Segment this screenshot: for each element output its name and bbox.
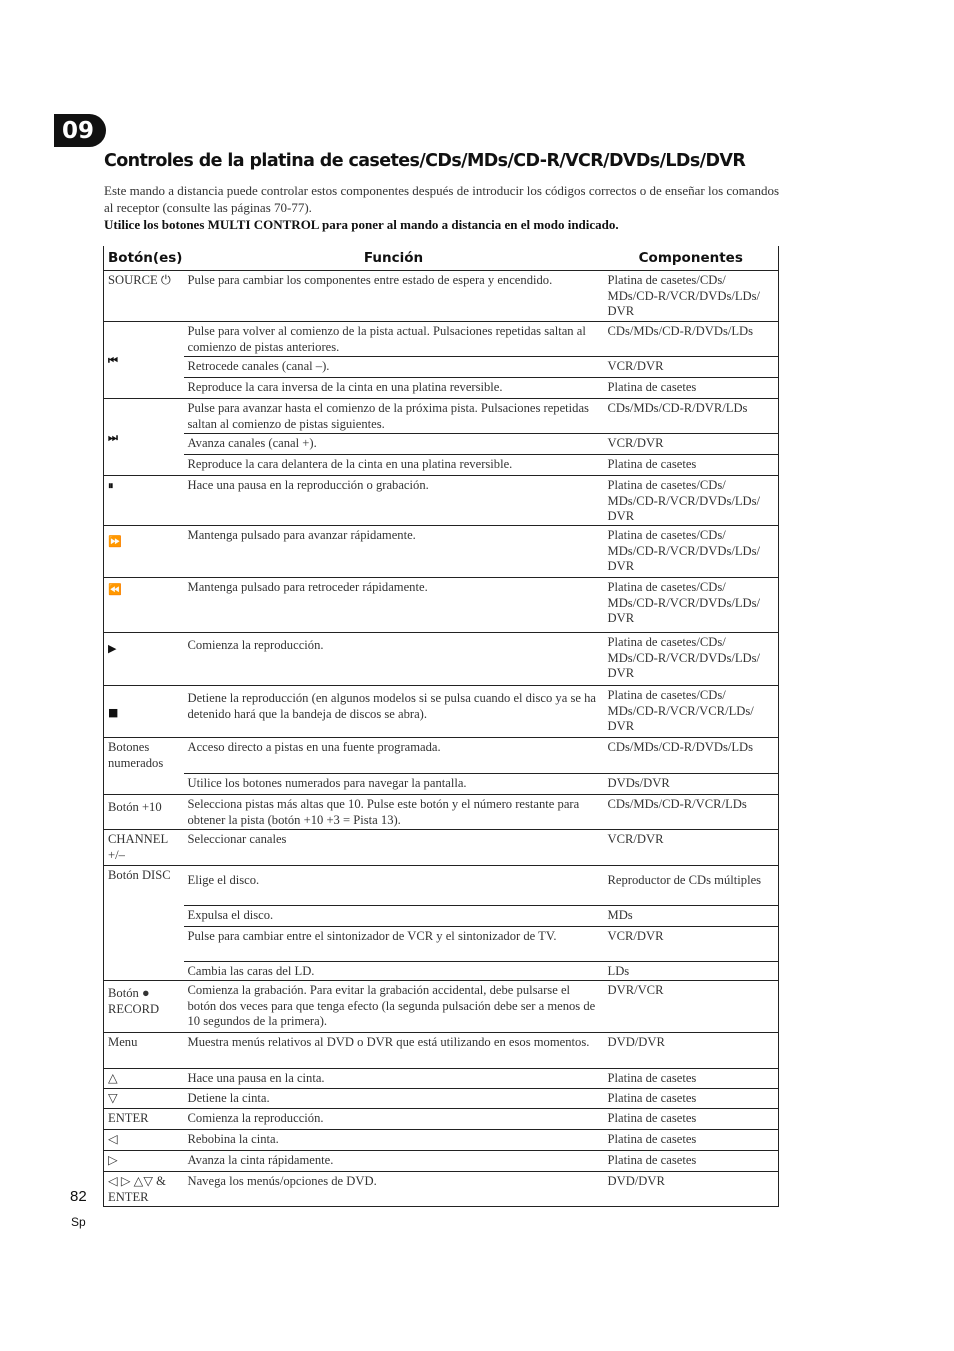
table-row: [104, 1172, 779, 1207]
components-cell: MDs: [604, 906, 779, 927]
language-code: Sp: [71, 1215, 86, 1229]
components-cell: DVR/VCR: [604, 981, 779, 1033]
function-cell: Navega los menús/opciones de DVD.: [184, 1172, 604, 1207]
function-cell: Reproduce la cara delantera de la cinta en una platina reversible.: [184, 455, 604, 476]
page-title: Controles de la platina de casetes/CDs/MDs/CD-R/VCR/DVDs/LDs/DVR: [104, 151, 746, 171]
components-cell: DVD/DVR: [604, 1033, 779, 1069]
function-cell: Expulsa el disco.: [184, 906, 604, 927]
components-cell: Platina de casetes: [604, 455, 779, 476]
function-cell: Mantenga pulsado para retroceder rápidamente.: [184, 578, 604, 633]
table-row: [104, 633, 779, 686]
function-cell: Avanza canales (canal +).: [184, 434, 604, 455]
function-cell: Muestra menús relativos al DVD o DVR que está utilizando en esos momentos.: [184, 1033, 604, 1069]
function-cell: Hace una pausa en la reproducción o grabación.: [184, 476, 604, 526]
components-cell: Platina de casetes/CDs/ MDs/CD-R/VCR/DVDs/LDs/ DVR: [604, 271, 779, 322]
intro-paragraph: Este mando a distancia puede controlar estos componentes después de introducir los códigos correctos o de enseñar los comandos al receptor (consulte las páginas 70-77).: [104, 183, 780, 215]
button-cell: [104, 633, 184, 686]
table-row: [104, 906, 779, 927]
table-row: [104, 1109, 779, 1130]
button-cell: ENTER: [104, 1109, 184, 1130]
column-header-function: Función: [184, 246, 604, 271]
button-cell: Botón DISC: [104, 866, 184, 981]
left-triangle-icon: ◁: [108, 1132, 118, 1146]
function-cell: Selecciona pistas más altas que 10. Pulse este botón y el número restante para obtener la pista (botón +10 +3 = Pista 13).: [184, 795, 604, 830]
column-header-components: Componentes: [604, 246, 779, 271]
function-cell: Rebobina la cinta.: [184, 1130, 604, 1151]
button-cell: [104, 399, 184, 476]
skip-back-icon: ⏮: [108, 354, 116, 368]
table-header-row: [104, 246, 779, 271]
fast-forward-icon: ⏩: [108, 535, 120, 548]
instruction-paragraph: Utilice los botones MULTI CONTROL para poner al mando a distancia en el modo indicado.: [104, 217, 619, 232]
components-cell: Platina de casetes/CDs/ MDs/CD-R/VCR/DVDs/LDs/ DVR: [604, 526, 779, 578]
table-row: [104, 1089, 779, 1109]
table-row: [104, 795, 779, 830]
button-cell: [104, 476, 184, 526]
function-cell: Detiene la cinta.: [184, 1089, 604, 1109]
function-cell: Cambia las caras del LD.: [184, 962, 604, 981]
button-cell: [104, 578, 184, 633]
function-cell: Acceso directo a pistas en una fuente programada.: [184, 738, 604, 774]
button-cell: Botones numerados: [104, 738, 184, 795]
button-cell: Botón ● RECORD: [104, 981, 184, 1033]
function-cell: Comienza la reproducción.: [184, 633, 604, 686]
components-cell: VCR/DVR: [604, 927, 779, 962]
button-cell: SOURCE ⏻: [104, 271, 184, 322]
page-number: 82: [70, 1188, 87, 1205]
controls-table: [103, 246, 779, 1207]
button-cell: [104, 526, 184, 578]
table-row: [104, 526, 779, 578]
function-cell: Reproduce la cara inversa de la cinta en una platina reversible.: [184, 378, 604, 399]
chapter-badge: 09: [54, 114, 106, 147]
function-cell: Seleccionar canales: [184, 830, 604, 866]
table-row: [104, 378, 779, 399]
table-row: [104, 927, 779, 962]
button-cell: CHANNEL +/–: [104, 830, 184, 866]
table-row: [104, 322, 779, 357]
column-header-buttons: Botón(es): [104, 246, 184, 271]
button-cell: [104, 1089, 184, 1109]
table-row: [104, 1151, 779, 1172]
button-cell: Botón +10: [104, 795, 184, 830]
play-icon: ▶: [108, 642, 115, 655]
table-row: [104, 830, 779, 866]
components-cell: Platina de casetes/CDs/ MDs/CD-R/VCR/DVDs/LDs/ DVR: [604, 476, 779, 526]
components-cell: CDs/MDs/CD-R/DVDs/LDs: [604, 738, 779, 774]
components-cell: VCR/DVR: [604, 357, 779, 378]
components-cell: DVDs/DVR: [604, 774, 779, 795]
function-cell: Retrocede canales (canal –).: [184, 357, 604, 378]
components-cell: Reproductor de CDs múltiples: [604, 866, 779, 906]
table-row: [104, 1130, 779, 1151]
function-cell: Pulse para volver al comienzo de la pista actual. Pulsaciones repetidas saltan al comienzo de pistas anteriores.: [184, 322, 604, 357]
table-row: [104, 738, 779, 774]
table-row: [104, 1069, 779, 1089]
components-cell: Platina de casetes: [604, 1130, 779, 1151]
table-row: [104, 476, 779, 526]
components-cell: Platina de casetes/CDs/ MDs/CD-R/VCR/DVDs/LDs/ DVR: [604, 578, 779, 633]
right-triangle-icon: ▷: [108, 1153, 118, 1167]
table-row: [104, 434, 779, 455]
function-cell: Utilice los botones numerados para navegar la pantalla.: [184, 774, 604, 795]
components-cell: Platina de casetes: [604, 1151, 779, 1172]
components-cell: Platina de casetes: [604, 1089, 779, 1109]
stop-icon: ■: [108, 705, 117, 719]
skip-forward-icon: ⏭: [108, 431, 116, 445]
table-row: [104, 774, 779, 795]
table-row: [104, 399, 779, 434]
table-row: [104, 981, 779, 1033]
components-cell: CDs/MDs/CD-R/DVR/LDs: [604, 399, 779, 434]
function-cell: Avanza la cinta rápidamente.: [184, 1151, 604, 1172]
table-row: [104, 578, 779, 633]
button-cell: [104, 1130, 184, 1151]
components-cell: VCR/DVR: [604, 830, 779, 866]
components-cell: LDs: [604, 962, 779, 981]
components-cell: VCR/DVR: [604, 434, 779, 455]
function-cell: Elige el disco.: [184, 866, 604, 906]
components-cell: Platina de casetes/CDs/ MDs/CD-R/VCR/VCR/LDs/ DVR: [604, 686, 779, 738]
function-cell: Pulse para cambiar los componentes entre estado de espera y encendido.: [184, 271, 604, 322]
rewind-icon: ⏪: [108, 583, 120, 596]
function-cell: Pulse para avanzar hasta el comienzo de la próxima pista. Pulsaciones repetidas saltan al comienzo de pistas siguientes.: [184, 399, 604, 434]
table-row: [104, 357, 779, 378]
table-row: [104, 1033, 779, 1069]
table-row: [104, 962, 779, 981]
button-cell: [104, 1151, 184, 1172]
function-cell: Pulse para cambiar entre el sintonizador de VCR y el sintonizador de TV.: [184, 927, 604, 962]
button-cell: [104, 686, 184, 738]
down-triangle-icon: ▽: [108, 1091, 118, 1105]
function-cell: Comienza la reproducción.: [184, 1109, 604, 1130]
function-cell: Mantenga pulsado para avanzar rápidamente.: [184, 526, 604, 578]
function-cell: Detiene la reproducción (en algunos modelos si se pulsa cuando el disco ya se ha detenido hará que la bandeja de discos se abra).: [184, 686, 604, 738]
button-cell: [104, 1069, 184, 1089]
components-cell: CDs/MDs/CD-R/DVDs/LDs: [604, 322, 779, 357]
button-cell: Menu: [104, 1033, 184, 1069]
pause-icon: ⏸: [108, 479, 112, 492]
function-cell: Comienza la grabación. Para evitar la grabación accidental, debe pulsarse el botón dos veces para que tenga efecto (la segunda pulsación debe ser a menos de 10 segundos de la primera).: [184, 981, 604, 1033]
components-cell: Platina de casetes: [604, 1069, 779, 1089]
components-cell: Platina de casetes/CDs/ MDs/CD-R/VCR/DVDs/LDs/ DVR: [604, 633, 779, 686]
components-cell: DVD/DVR: [604, 1172, 779, 1207]
table-row: [104, 866, 779, 906]
components-cell: Platina de casetes: [604, 378, 779, 399]
table-row: [104, 686, 779, 738]
button-cell: [104, 322, 184, 399]
components-cell: Platina de casetes: [604, 1109, 779, 1130]
button-cell: ◁ ▷ △▽ & ENTER: [104, 1172, 184, 1207]
table-row: [104, 271, 779, 322]
function-cell: Hace una pausa en la cinta.: [184, 1069, 604, 1089]
up-triangle-icon: △: [108, 1071, 118, 1085]
table-row: [104, 455, 779, 476]
components-cell: CDs/MDs/CD-R/VCR/LDs: [604, 795, 779, 830]
